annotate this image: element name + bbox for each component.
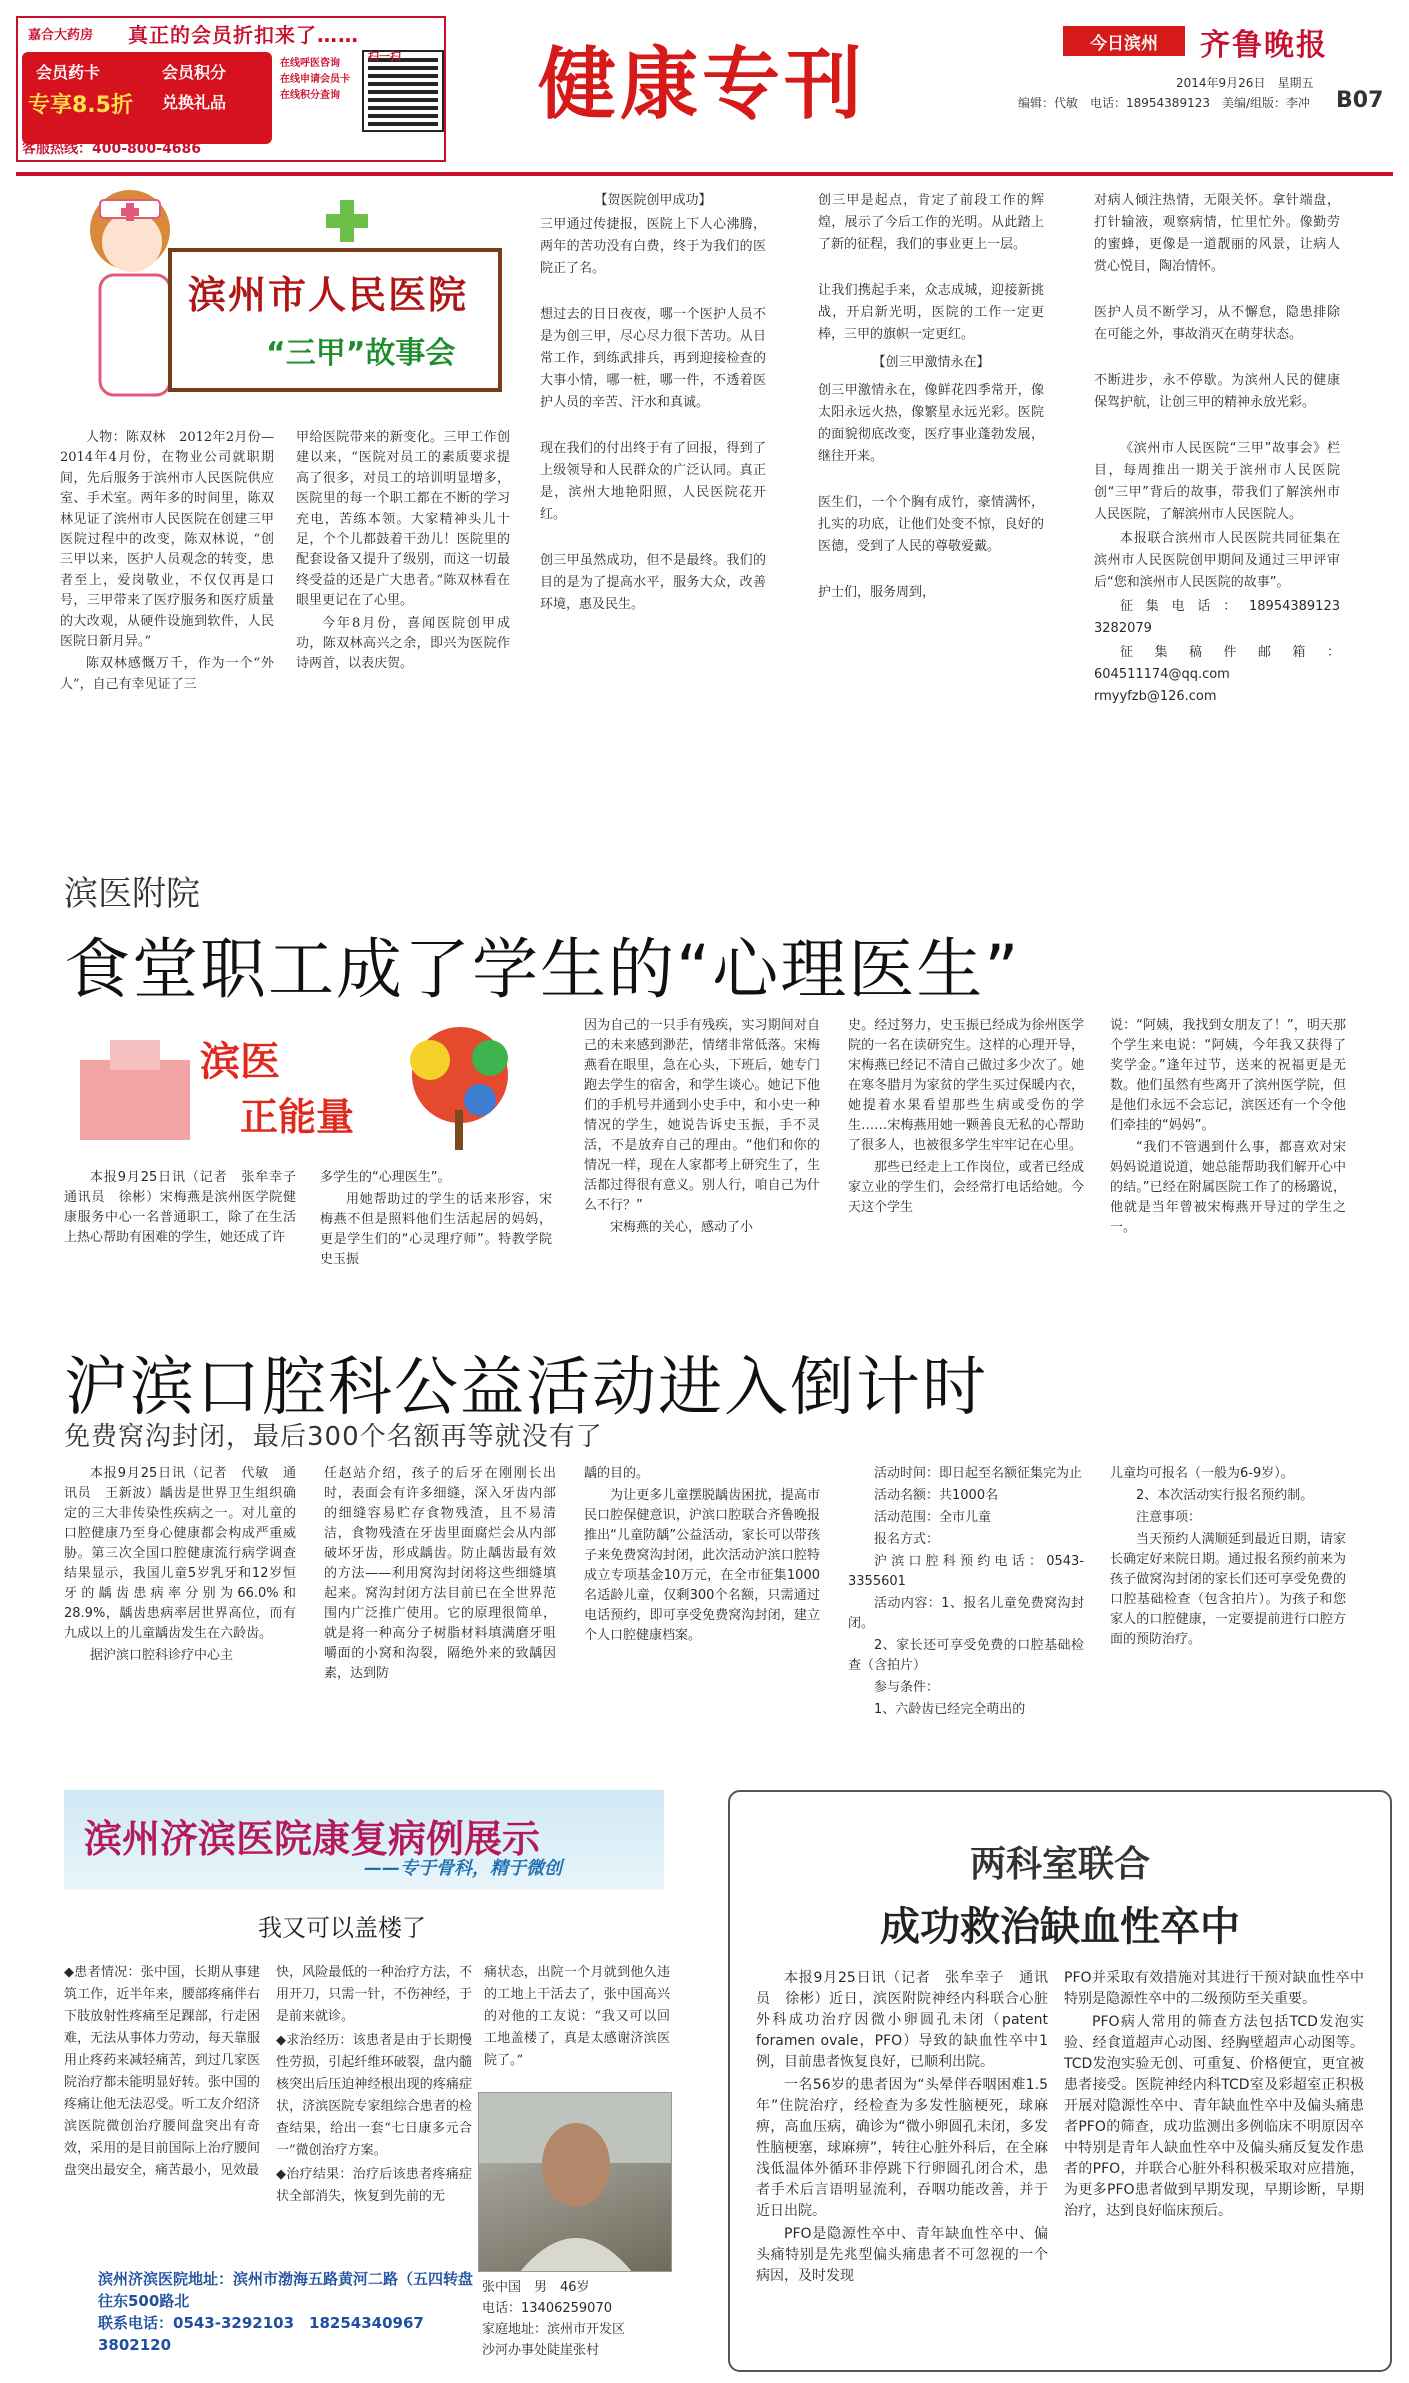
story2-headline: 食堂职工成了学生的“心理医生”: [64, 931, 1021, 1008]
story3-subhead: 免费窝沟封闭，最后300个名额再等就没有了: [64, 1422, 603, 1452]
story3-col2: 任赵站介绍，孩子的后牙在刚刚长出时，表面会有许多细缝，深入牙齿内部的细缝容易贮存食物残渣，且不易清洁，食物残渣在牙齿里面腐烂会从内部破坏牙齿，形成龋齿。防止龋齿最有效的方法——利用窝沟封闭将这些细缝填起来。窝沟封闭方法目前已在全世界范围内广泛推广使用。它的原理很简单，就是将一种高分子树脂材料填满磨牙咀嚼面的小窝和沟裂，隔绝外来的致龋因素，达到防: [324, 1466, 556, 1681]
rehab-banner-title: 滨州济滨医院康复病例展示: [84, 1816, 541, 1861]
story3-headline: 沪滨口腔科公益活动进入倒计时: [64, 1351, 988, 1425]
ad-title: 真正的会员折扣来了……: [128, 22, 359, 47]
series-name: “三甲”故事会: [266, 336, 456, 371]
story1-col3: 【贺医院创甲成功】 三甲通过传捷报，医院上下人心沸腾，两年的苦功没有白费，终于为我们的医院正了名。 想过去的日日夜夜，哪一个医护人员不是为创三甲，尽心尽力很下苦功。从日常工作，到练武排兵，再到迎接检查的大事小情，哪一桩，哪一件，不透着医护人员的辛苦、汗水和真诚。 现在我们的付出终于有了回报，得到了上级领导和人民群众的广泛认同。真正是，滨州大地艳阳照，人民医院花开红。 创三甲虽然成功，但不是最终。我们的目的是为了提高水平，服务大众，改善环境，惠及民生。: [540, 193, 766, 612]
story3-col1: 本报9月25日讯（记者 代敏 通讯员 王新波）龋齿是世界卫生组织确定的三大非传染性疾病之一。对儿童的口腔健康乃至身心健康都会构成严重威胁。第三次全国口腔健康流行病学调查结果显示，我国儿童5岁乳牙和12岁恒牙的龋齿患病率分别为66.0%和28.9%，龋齿患病率居世界高位，而有九成以上的儿童龋齿发生在六龄齿。 据沪滨口腔科诊疗中心主: [64, 1466, 296, 1663]
ad-item1-label: 会员药卡: [36, 63, 101, 82]
nurse-illustration: [60, 180, 540, 410]
story2-col4: 史。经过努力，史玉振已经成为徐州医学院的一名在读研究生。这样的心理开导，宋梅燕已经记不清自己做过多少次了。她在寒冬腊月为家贫的学生买过保暖内衣，她提着水果看望那些生病或受伤的学生……宋梅燕用她一颗善良无私的心帮助了很多人，也被很多学生牢牢记在心里。 那些已经走上工作岗位，或者已经成家立业的学生们，会经常打电话给她。今天这个学生: [848, 1018, 1084, 1215]
story1-col5: 对病人倾注热情，无限关怀。拿针端盘，打针输液，观察病情，忙里忙外。像勤劳的蜜蜂，更像是一道靓丽的风景，让病人赏心悦目，陶冶情怀。 医护人员不断学习，从不懈怠，隐患排除在可能之外，事故消灭在萌芽状态。 不断进步，永不停歇。为滨州人民的健康保驾护航，让创三甲的精神永放光彩。 《滨州市人民医院“三甲”故事会》栏目，每周推出一期关于滨州市人民医院创“三甲”背后的故事，带我们了解滨州市人民医院，了解滨州市人民医院人。 本报联合滨州市人民医院共同征集在滨州市人民医院创甲期间及通过三甲评审后“您和滨州市人民医院的故事”。 征集电话：18954389123 3282079 征集稿件邮箱：604511174@qq.com rmyyfzb@126.com: [1094, 193, 1354, 704]
section-title: 健康专刊: [538, 39, 867, 130]
art-label-binyi: 滨医: [200, 1038, 280, 1085]
story1-col1: 人物：陈双林 2012年2月份—2014年4月份，在物业公司就职期间，先后服务于滨州市人民医院供应室、手术室。两年多的时间里，陈双林见证了滨州市人民医院在创建三甲医院过程中的改变，陈双林说，“创三甲以来，医护人员观念的转变，患者至上，爱岗敬业，不仅仅再是口号，三甲带来了医疗服务和医疗质量的大改观，从硬件设施到软件，人民医院日新月异。” 陈双林感慨万千，作为一个“外人”，自己有幸见证了三: [60, 430, 274, 692]
rehab-footer: 滨州济滨医院地址：滨州市渤海五路黄河二路（五四转盘往东500路北 联系电话：0543-3292103 18254340967 3802120: [98, 2270, 474, 2354]
editor-info: 编辑：代敏 电话：18954389123 美编/组版：李冲: [1018, 96, 1311, 110]
ad-item2-label: 会员积分: [162, 63, 227, 82]
ad-item1-value: 专享8.5折: [28, 93, 133, 118]
story1-col2: 甲给医院带来的新变化。三甲工作创建以来，“医院对员工的素质要求提高了很多，对员工的培训明显增多，医院里的每一个职工都在不断的学习充电，苦练本领。大家精神头儿十足，个个儿都鼓着干劲儿！医院里的配套设备又提升了级别，而这一切最终受益的还是广大患者。”陈双林看在眼里更记在了心里。 今年8月份，喜闻医院创甲成功，陈双林高兴之余，即兴为医院作诗两首，以表庆贺。: [296, 430, 510, 672]
newspaper-logo: 齐鲁晚报: [1200, 28, 1328, 63]
art-label-energy: 正能量: [240, 1094, 355, 1139]
story4-col3: 痛状态，出院一个月就到他久违的工地上干活去了，张中国高兴的对他的工友说：“我又可以回工地盖楼了，真是太感谢济滨医院了。”: [484, 1965, 670, 2068]
patient-photo: [478, 2092, 672, 2272]
story5-col1: 本报9月25日讯（记者 张牟幸子 通讯员 徐彬）近日，滨医附院神经内科联合心脏外科成功治疗因微小卵圆孔未闭（patent foramen ovale，PFO）导致的缺血性卒中1例，目前患者恢复良好，已顺利出院。 一名56岁的患者因为“头晕伴吞咽困难1.5年”住院治疗，经检查为多发性脑梗死，球麻痹，高血压病，确诊为“微小卵圆孔未闭，多发性脑梗塞，球麻痹”，转往心脏外科后，在全麻浅低温体外循环非停跳下行卵圆孔闭合术，患者手术后言语明显流利，吞咽功能改善，并于近日出院。 PFO是隐源性卒中、青年缺血性卒中、偏头痛特别是先兆型偏头痛患者不可忽视的一个病因，及时发现: [756, 1970, 1048, 2284]
positive-energy-illustration: [60, 1020, 540, 1155]
ad-top-bar: [18, 18, 444, 48]
pharmacy-ad: [16, 16, 446, 162]
story3-col4: 活动时间：即日起至名额征集完为止 活动名额：共1000名 活动范围：全市儿童 报名方式： 沪滨口腔科预约电话：0543-3355601 活动内容：1、报名儿童免费窝沟封闭。 2、家长还可享受免费的口腔基础检查（含拍片） 参与条件： 1、六龄齿已经完全萌出的: [848, 1466, 1084, 1717]
story2-col3: 因为自己的一只手有残疾，实习期间对自己的未来感到渺茫，情绪非常低落。宋梅燕看在眼里，急在心头，下班后，她专门跑去学生的宿舍，和学生谈心。她记下他们的手机号并通到小史手中，和小史一种情况的学生，她说告诉史玉振，手不灵活，不是放弃自己的理由。“他们和你的情况一样，现在人家都考上研究生了，生活都过得很有意义。别人行，咱自己为什么不行？” 宋梅燕的关心，感动了小: [584, 1018, 820, 1235]
story2-col1: 本报9月25日讯（记者 张牟幸子 通讯员 徐彬）宋梅燕是滨州医学院健康服务中心一名普通职工，除了在生活上热心帮助有困难的学生，她还成了许: [64, 1170, 310, 1245]
patient-caption: 张中国 男 46岁 电话：13406259070 家庭地址：滨州市开发区 沙河办事处陡崖张村: [482, 2280, 626, 2358]
today-label: 今日滨州: [1063, 26, 1185, 56]
ad-hotline: 客服热线：400-800-4686: [22, 141, 202, 157]
rehab-banner-sub: ——专于骨科，精于微创: [364, 1858, 562, 1879]
story5-title2: 成功救治缺血性卒中: [880, 1903, 1240, 1950]
story5-col2: PFO并采取有效措施对其进行干预对缺血性卒中特别是隐源性卒中的二级预防至关重要。 PFO病人常用的筛查方法包括TCD发泡实验、经食道超声心动图、经胸壁超声心动图等。TCD发泡实验无创、可重复、价格便宜，更宜被患者接受。医院神经内科TCD室及彩超室正积极开展对隐源性卒中、青年缺血性卒中及偏头痛患者PFO的筛查，成功监测出多例临床不明原因卒中特别是青年人缺血性卒中及偏头痛反复发作患者的PFO，并联合心脏外科积极采取对应措施，为更多PFO患者做到早期发现，早期诊断，早期治疗，达到良好临床预后。: [1064, 1970, 1364, 2219]
rehab-banner: [64, 1790, 664, 1890]
page-number: B07: [1336, 88, 1384, 113]
story5-title1: 两科室联合: [969, 1843, 1150, 1885]
story4-col1: ◆患者情况：张中国，长期从事建筑工作，近半年来，腰部疼痛伴右下肢放射性疼痛至足踝部，行走困难，无法从事体力劳动，每天靠服用止疼药来减轻痛苦，到过几家医院治疗都未能明显好转。张中国的疼痛让他无法忍受。听工友介绍济滨医院微创治疗腰间盘突出有奇效，采用的是目前国际上治疗腰间盘突出最安全，痛苦最小，见效最: [64, 1965, 260, 2178]
story2-col5: 说：“阿姨，我找到女朋友了！”，明天那个学生来电说：“阿姨，今年我又获得了奖学金。”逢年过节，送来的祝福更是无数。他们虽然有些离开了滨州医学院，但是他们永远不会忘记，滨医还有一个令他们牵挂的“妈妈”。 “我们不管遇到什么事，都喜欢对宋妈妈说道说道，她总能帮助我们解开心中的结。”已经在附属医院工作了的杨璐说，他就是当年曾被宋梅燕开导过的学生之一。: [1110, 1018, 1346, 1235]
ad-services: 在线呼医咨询 在线申请会员卡 在线积分查询: [280, 58, 350, 101]
publish-date: 2014年9月26日 星期五: [1176, 76, 1314, 90]
story3-col5: 儿童均可报名（一般为6-9岁）。 2、本次活动实行报名预约制。 注意事项： 当天预约人满顺延到最近日期，请家长确定好来院日期。通过报名预约前来为孩子做窝沟封闭的家长们还可享受免费的口腔基础检查（包含拍片）。为孩子和您家人的口腔健康，一定要提前进行口腔方面的预防治疗。: [1110, 1466, 1346, 1647]
header-rule: [16, 172, 1393, 176]
story4-col2: 快，风险最低的一种治疗方法，不用开刀，只需一针，不伤神经，于是前来就诊。 ◆求治经历：该患者是由于长期慢性劳损，引起纤维环破裂，盘内髓核突出后压迫神经根出现的疼痛症状，济滨医院专家组综合患者的检查结果，给出一套“七日康多元合一”微创治疗方案。 ◆治疗结果：治疗后该患者疼痛症状全部消失，恢复到先前的无: [276, 1965, 472, 2204]
story3-col3: 龋的目的。 为让更多儿童摆脱龋齿困扰，提高市民口腔保健意识，沪滨口腔联合齐鲁晚报推出“儿童防龋”公益活动，家长可以带孩子来免费窝沟封闭，此次活动沪滨口腔特成立专项基金10万元，在全市征集1000名适龄儿童，仅剩300个名额，只需通过电话预约，即可享受免费窝沟封闭，建立个人口腔健康档案。: [584, 1466, 820, 1643]
ad-scan-label: 扫一扫: [368, 50, 401, 63]
hospital-name: 滨州市人民医院: [188, 272, 469, 317]
rehab-title: 我又可以盖楼了: [258, 1914, 426, 1942]
ad-logo: 嘉合大药房: [28, 27, 94, 43]
story2-kicker: 滨医附院: [64, 874, 200, 914]
ad-item2-value: 兑换礼品: [162, 93, 227, 112]
story2-col2: 多学生的“心理医生”。 用她帮助过的学生的话来形容，宋梅燕不但是照料他们生活起居的妈妈，更是学生们的“心灵理疗师”。特教学院史玉振: [320, 1170, 552, 1267]
story1-col4: 创三甲是起点，肯定了前段工作的辉煌，展示了今后工作的光明。从此踏上了新的征程，我们的事业更上一层。 让我们携起手来，众志成城，迎接新挑战，开启新光明，医院的工作一定更棒，三甲的旗帜一定更红。 【创三甲激情永在】 创三甲激情永在，像鲜花四季常开，像太阳永远火热，像繁星永远光彩。医院的面貌彻底改变，医疗事业蓬勃发展，继往开来。 医生们，一个个胸有成竹，豪情满怀，扎实的功底，让他们处变不惊，良好的医德，受到了人民的尊敬爱戴。 护士们，服务周到，: [818, 193, 1044, 600]
ad-promo-block: [22, 52, 272, 144]
